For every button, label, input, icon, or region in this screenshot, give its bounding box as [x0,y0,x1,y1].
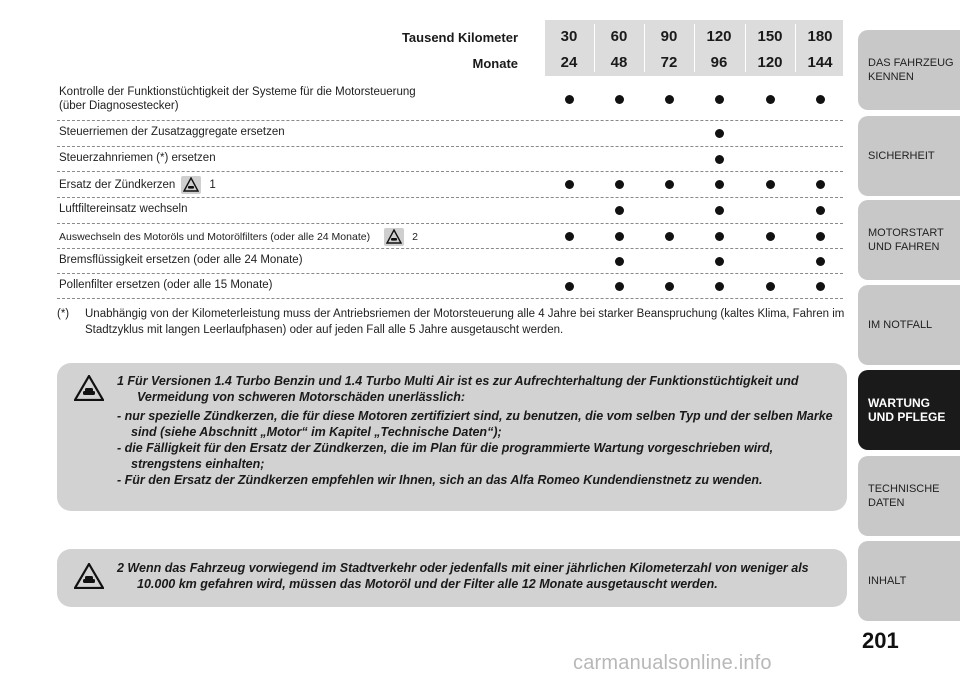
schedule-mark-dot [766,95,775,104]
schedule-mark-dot [816,95,825,104]
table-row [57,249,843,274]
watermark: carmanualsonline.info [573,652,772,674]
warning1-item: - nur spezielle Zündkerzen, die für diese Motoren zertifiziert sind, zu benutzen, die vom selben Typ und der selben Marke sind (siehe Abschnitt „Motor“ im Kapitel „Technische Daten“); [117,409,833,439]
schedule-mark-dot [715,129,724,138]
chapter-tab-label: SICHERHEIT [868,150,935,162]
warning2-text: 2 Wenn das Fahrzeug vorwiegend im Stadtverkehr oder jedenfalls mit einer jährlichen Kilometerzahl von weniger als 10.000 km gefahren wird, müssen das Motoröl und der Filter alle 12 Monate ausgetauscht werden. [117,561,809,591]
table-row [57,274,843,299]
chapter-tab[interactable] [858,116,960,196]
header-km-value: 30 [560,28,578,45]
table-row [57,82,843,121]
warning1-item: - die Fälligkeit für den Ersatz der Zündkerzen, die im Plan für die programmierte Wartung vorgeschrieben wird, strengstens einhalten; [117,441,774,471]
chapter-tab-label: DAS FAHRZEUG KENNEN [868,57,954,83]
engine-oil-warning-box [57,549,847,607]
row-note-number: 1 [209,179,216,192]
table-row [57,121,843,147]
row-label [59,151,216,165]
header-months-value: 24 [560,54,578,71]
row-label-text: Auswechseln des Motoröls und Motorölfilters (oder alle 24 Monate) [59,230,371,243]
schedule-mark-dot [816,257,825,266]
row-label [59,202,187,216]
schedule-mark-dot [766,232,775,241]
schedule-mark-dot [816,180,825,189]
spark-plug-warning-box [57,363,847,511]
row-label [59,278,273,292]
chapter-tab-label: TECHNISCHE DATEN [868,483,940,509]
schedule-mark-dot [615,232,624,241]
row-label [59,85,416,113]
header-separator [644,24,645,72]
table-row [57,172,843,198]
schedule-mark-dot [715,257,724,266]
schedule-mark-dot [715,180,724,189]
schedule-mark-dot [816,206,825,215]
header-months-value: 48 [610,54,628,71]
chapter-tab[interactable] [858,370,960,450]
header-separator [745,24,746,72]
header-months-value: 72 [660,54,678,71]
row-note-number: 2 [412,230,418,243]
schedule-mark-dot [665,232,674,241]
warning-triangle-icon [384,228,404,246]
warning1-intro: 1 Für Versionen 1.4 Turbo Benzin und 1.4 Turbo Multi Air ist es zur Aufrechterhaltung der Funktionstüchtigkeit und Vermeidung von schweren Motorschäden unerlässlich: [117,374,799,404]
schedule-mark-dot [665,282,674,291]
row-label [59,176,216,194]
header-months-value: 96 [710,54,728,71]
schedule-mark-dot [816,282,825,291]
schedule-mark-dot [565,232,574,241]
chapter-tab-label: MOTORSTART UND FAHREN [868,227,944,253]
schedule-mark-dot [615,206,624,215]
chapter-tab[interactable] [858,30,960,110]
chapter-tab-label: WARTUNG UND PFLEGE [868,396,946,424]
chapter-tab[interactable] [858,541,960,621]
schedule-mark-dot [615,257,624,266]
warning-triangle-icon [181,176,201,194]
row-label-text: Steuerzahnriemen (*) ersetzen [59,152,216,164]
header-km-value: 180 [807,28,833,45]
row-label-text: Kontrolle der Funktionstüchtigkeit der Systeme für die Motorsteuerung (über Diagnosestecker) [59,86,416,112]
chapter-tab-label: INHALT [868,575,907,587]
schedule-mark-dot [565,95,574,104]
chapter-tab[interactable] [858,285,960,365]
table-row [57,224,843,249]
table-row [57,198,843,224]
schedule-mark-dot [565,180,574,189]
schedule-mark-dot [766,180,775,189]
chapter-tab[interactable] [858,200,960,280]
car-warning-icon [74,563,104,589]
car-warning-icon [74,375,104,401]
schedule-mark-dot [766,282,775,291]
header-months-value: 144 [807,54,833,71]
header-km-label: Tausend Kilometer [401,30,518,45]
schedule-mark-dot [565,282,574,291]
row-label-text: Bremsflüssigkeit ersetzen (oder alle 24 Monate) [59,254,303,266]
header-separator [795,24,796,72]
schedule-mark-dot [615,95,624,104]
warning1-item: - Für den Ersatz der Zündkerzen empfehlen wir Ihnen, sich an das Alfa Romeo Kundendienstnetz zu wenden. [117,473,763,487]
row-label [59,228,418,246]
schedule-mark-dot [665,95,674,104]
header-km-value: 150 [757,28,783,45]
table-row [57,147,843,172]
schedule-mark-dot [615,180,624,189]
row-label-text: Ersatz der Zündkerzen [59,179,176,192]
schedule-mark-dot [715,155,724,164]
header-km-value: 90 [660,28,678,45]
header-separator [594,24,595,72]
chapter-tab[interactable] [858,456,960,536]
header-months-value: 120 [757,54,783,71]
header-km-value: 120 [706,28,732,45]
row-label-text: Luftfiltereinsatz wechseln [59,203,188,215]
schedule-mark-dot [816,232,825,241]
page-number: 201 [862,628,899,653]
row-label-text: Pollenfilter ersetzen (oder alle 15 Monate) [59,279,273,291]
header-separator [694,24,695,72]
row-label-text: Steuerriemen der Zusatzaggregate ersetzen [59,126,285,138]
warning2-content [117,560,837,592]
row-label [59,125,285,139]
header-km-value: 60 [610,28,628,45]
warning1-content [117,373,837,488]
schedule-mark-dot [665,180,674,189]
schedule-mark-dot [715,95,724,104]
row-label [59,253,303,267]
footnote-marker: (*) [57,308,70,320]
header-months-label: Monate [472,56,518,71]
schedule-mark-dot [615,282,624,291]
footnote-text: Unabhängig von der Kilometerleistung muss der Antriebsriemen der Motorsteuerung alle 4 Jahre bei starker Beanspruchung (kaltes Klima, Fahren im Stadtzyklus mit langen Leerlaufphasen) oder auf jeden Fall alle 5 Jahre ausgetauscht werden. [85,308,845,336]
footnote [57,306,847,338]
schedule-mark-dot [715,282,724,291]
chapter-tab-label: IM NOTFALL [868,319,933,331]
schedule-mark-dot [715,206,724,215]
schedule-mark-dot [715,232,724,241]
